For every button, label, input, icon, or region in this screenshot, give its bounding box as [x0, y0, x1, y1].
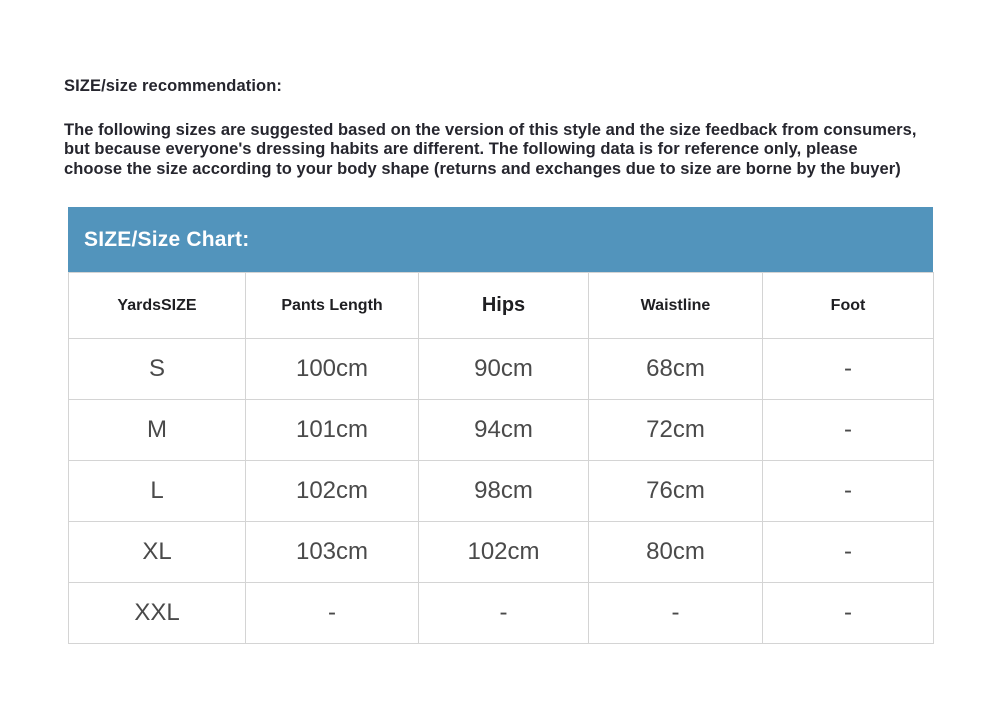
table-cell: -: [246, 583, 419, 644]
table-cell: 103cm: [246, 522, 419, 583]
size-chart-section: [68, 207, 933, 644]
column-header-pants-length: Pants Length: [246, 273, 419, 339]
size-chart-title-bar: [68, 207, 933, 272]
table-cell: 102cm: [419, 522, 589, 583]
table-cell: S: [69, 339, 246, 400]
table-cell: 101cm: [246, 400, 419, 461]
table-cell: 68cm: [589, 339, 763, 400]
table-row-l: [69, 461, 934, 522]
table-cell: -: [419, 583, 589, 644]
size-chart-table: [68, 272, 934, 644]
table-cell: 100cm: [246, 339, 419, 400]
table-cell: -: [763, 461, 934, 522]
intro-paragraph: [64, 121, 917, 179]
page-title: SIZE/size recommendation:: [64, 77, 282, 95]
size-chart-title: SIZE/Size Chart:: [84, 227, 250, 251]
table-cell: L: [69, 461, 246, 522]
intro-line: choose the size according to your body shape (returns and exchanges due to size are borne by the buyer): [64, 159, 901, 178]
column-header-foot: Foot: [763, 273, 934, 339]
table-row-xxl: [69, 583, 934, 644]
column-header-waistline: Waistline: [589, 273, 763, 339]
table-cell: 102cm: [246, 461, 419, 522]
column-header-yardssize: YardsSIZE: [69, 273, 246, 339]
table-cell: 98cm: [419, 461, 589, 522]
table-cell: -: [763, 400, 934, 461]
table-cell: -: [589, 583, 763, 644]
table-cell: 76cm: [589, 461, 763, 522]
table-cell: -: [763, 339, 934, 400]
table-cell: XL: [69, 522, 246, 583]
table-row-xl: [69, 522, 934, 583]
table-row-m: [69, 400, 934, 461]
table-cell: 94cm: [419, 400, 589, 461]
intro-line: The following sizes are suggested based on the version of this style and the size feedback from consumers,: [64, 121, 917, 139]
table-row-s: [69, 339, 934, 400]
table-cell: -: [763, 583, 934, 644]
table-cell: 72cm: [589, 400, 763, 461]
table-cell: XXL: [69, 583, 246, 644]
table-cell: 80cm: [589, 522, 763, 583]
intro-line: but because everyone's dressing habits are different. The following data is for reference only, please: [64, 140, 858, 159]
table-cell: M: [69, 400, 246, 461]
table-cell: -: [763, 522, 934, 583]
table-cell: 90cm: [419, 339, 589, 400]
table-header-row: [69, 273, 934, 339]
column-header-hips: Hips: [419, 273, 589, 339]
